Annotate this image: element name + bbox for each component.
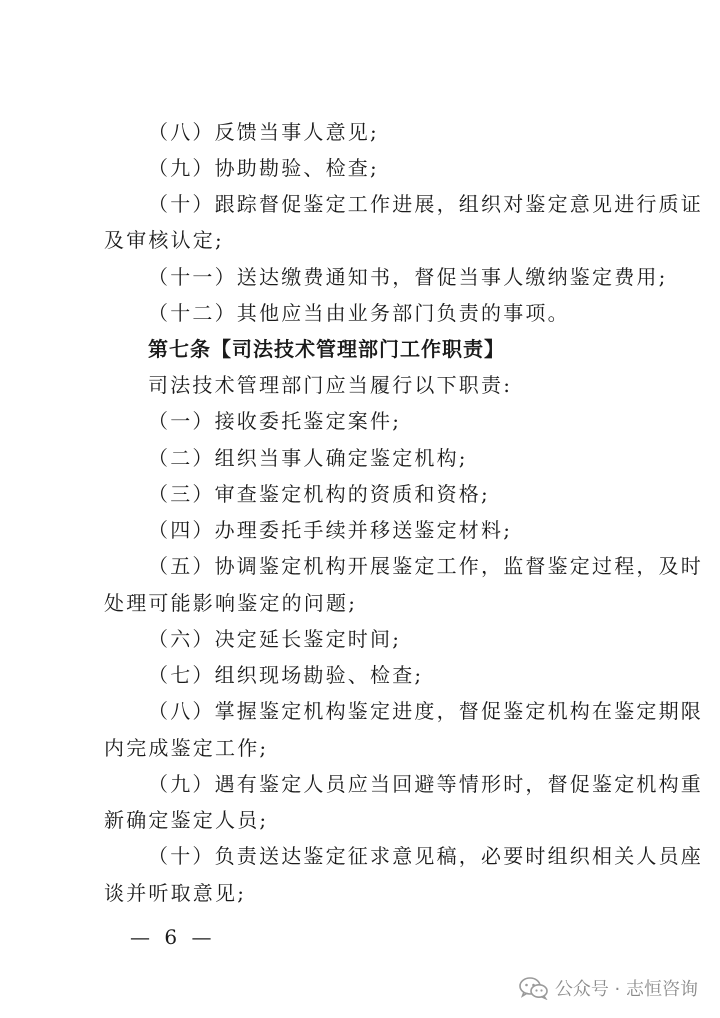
text-line-duty-1: （一）接收委托鉴定案件; [148,409,402,433]
section-intro: 司法技术管理部门应当履行以下职责: [148,373,513,397]
text-line-item-11: （十一）送达缴费通知书，督促当事人缴纳鉴定费用; [148,265,668,289]
text-line-duty-5-continued: 处理可能影响鉴定的问题; [104,591,358,615]
text-line-item-10: （十）跟踪督促鉴定工作进展，组织对鉴定意见进行质证 [148,192,703,216]
text-line-duty-2: （二）组织当事人确定鉴定机构; [148,446,468,470]
text-line-item-8: （八）反馈当事人意见; [148,120,379,144]
text-line-duty-9: （九）遇有鉴定人员应当回避等情形时，督促鉴定机构重 [148,772,703,796]
text-line-item-9: （九）协助勘验、检查; [148,156,379,180]
text-line-item-12: （十二）其他应当由业务部门负责的事项。 [148,301,570,325]
text-line-duty-10: （十）负责送达鉴定征求意见稿，必要时组织相关人员座 [148,844,703,868]
wechat-icon [519,976,549,1000]
text-line-duty-8-continued: 内完成鉴定工作; [104,736,269,760]
text-line-duty-10-continued: 谈并听取意见; [104,881,247,905]
text-line-duty-7: （七）组织现场勘验、检查; [148,663,424,687]
text-line-item-10-continued: 及审核认定; [104,228,224,252]
text-line-duty-4: （四）办理委托手续并移送鉴定材料; [148,518,513,542]
text-line-duty-9-continued: 新确定鉴定人员; [104,808,269,832]
text-line-duty-3: （三）审查鉴定机构的资质和资格; [148,482,490,506]
text-line-duty-8: （八）掌握鉴定机构鉴定进度，督促鉴定机构在鉴定期限 [148,699,703,723]
watermark-text: 公众号 · 志恒咨询 [554,979,698,1000]
page-number: — 6 — [130,925,216,949]
watermark [519,974,698,1002]
article-heading: 第七条【司法技术管理部门工作职责】 [148,337,505,361]
text-line-duty-6: （六）决定延长鉴定时间; [148,627,402,651]
text-line-duty-5: （五）协调鉴定机构开展鉴定工作，监督鉴定过程，及时 [148,554,703,578]
